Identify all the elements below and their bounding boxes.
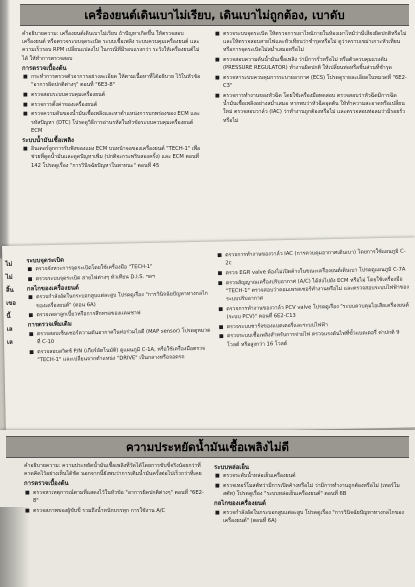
manual-page-bottom bbox=[0, 430, 415, 587]
side-label: ไม่ bbox=[5, 260, 13, 268]
side-label: นี้ bbox=[6, 312, 11, 320]
list-item: ■ ตรวจความดันของน้ำมันเชื้อเพลิงและหาตำแหน่งการบกพร่องของ ECM และรหัสปัญหา (DTC) โปรดดูวิธีการอ่านรหัสในหัวข้อระบบควบคุมเครื่องยนต์ ECM bbox=[31, 110, 205, 135]
right-column bbox=[214, 462, 409, 526]
engine-mechanical-list bbox=[27, 290, 212, 320]
list-item: ■ ตรวจการทำงานของวาล์ว PCV valve โปรดดูเรื่อง "ระบบควบคุมไอเสียเครื่องยนต์ (ระบบ PCV)" ตอนที่ 6E2-C13 bbox=[226, 301, 410, 321]
additional-checks-list bbox=[28, 326, 213, 364]
ignition-list bbox=[26, 262, 210, 284]
check-list bbox=[214, 30, 409, 125]
cooling-system-list bbox=[214, 472, 409, 498]
intro-paragraph: คำอธิบายความ: เครื่องยนต์เดินเบาไม่เรียบ ถ้าปัญหาเกิดขึ้น ให้ตรวจสอบเครื่องยนต์ หรือตรวจระบบจุดระเบิด ระบบเชื้อเพลิง ระบบควบคุมเครื่องยนต์ และความเร็วรอบ RPM เปลี่ยนแปลงไป ในกรณีที่มีรอบแรงกว่า ระวังให้เครื่องยนต์ไม่ได้ ให้ทำการตรวจสอบ bbox=[22, 31, 200, 62]
subheading-cooling-system: ระบบหล่อเย็น bbox=[214, 464, 249, 471]
list-item: ■ ตรวจเทอร์โมสตัทว่ามีการเปิดค้างหรือไม่ ว่ามีการทำงานถูกต้องหรือไม่ (เทอร์โมสตัท) โปรดดูเรื่อง "ระบบหล่อเย็นเครื่องยนต์" ตอนที่ 6B bbox=[223, 482, 409, 498]
list-item: ■ กระทำการตรวจตัวอาการอย่างละเอียด ให้ตามเนื้อหาที่ได้อธิบาย ไว้ในหัวข้อ "อาการผิดปกติต่างๆ" ตอนที่ "6E3-8" bbox=[31, 73, 205, 89]
list-item: ■ ตรวจเพลาลูกเบี้ยวหรือการสึกหรอของแคมชาฟ bbox=[36, 308, 211, 320]
side-label: เล bbox=[6, 338, 13, 346]
list-item: ■ ตรวจสอบเซ็นเซอร์ความดันอากาศในท่อร่วมไอดี (MAP sensor) โปรดดูหมวดที่ C-10 bbox=[37, 326, 212, 346]
side-labels bbox=[5, 258, 21, 349]
fuel-system-list bbox=[22, 145, 205, 170]
list-item: ■ ตรวจสอบสวิตช์ P/N (เกียร์อัตโนมัติ) ดูแผนภูมิ C-1A, หรือใช้เครื่องมือตรวจ "TECH-1" และเปลี่ยนจากตำแหน่ง "DRIVE" เป็นกลางหรือจอดรถ bbox=[37, 344, 212, 364]
list-item: ■ ตรวจการตั้งค่าของเครื่องยนต์ bbox=[31, 101, 205, 109]
side-label: เขอ bbox=[6, 299, 17, 307]
left-column bbox=[24, 462, 208, 516]
engine-mechanical-list bbox=[214, 509, 409, 525]
right-column bbox=[216, 247, 411, 350]
list-item: ■ ตรวจการทำงานของหัวฉีด โดยใช้เครื่องมือทดสอบ ตรวจสอบว่าหัวฉีดมีการฉีดน้ำมันเชื้อเพลิงอย่างสม่ำเสมอ หากพบว่าหัวฉีดอุดตัน ให้ทำความสะอาดหรือเปลี่ยนใหม่ ตรวจสอบวาล์ว (IAC) ว่าทำงานถูกต้องหรือไม่ และตรวจสอบท่อลมว่ามีรอยรั่วหรือไม่ bbox=[223, 92, 409, 125]
side-label: สิ้น bbox=[5, 286, 14, 294]
manual-page-middle bbox=[2, 237, 415, 436]
list-item: ■ ตรวจระบบจุดระเบิด ให้ตรวจการเผาไหม้ภายในห้องเผาไหม้ว่ามีเสียงผิดปกติหรือไม่ และให้ตรวจสอบสายไฟและหัวเทียนว่าชำรุดหรือไม่ ดูว่าคราบเขม่าเกาะหัวเทียน หรือการจุดระเบิดไม่สม่ำเสมอหรือไม่ bbox=[223, 30, 409, 55]
list-item: ■ ตรวจสอบระบบควบคุมเครื่องยนต์ bbox=[31, 91, 205, 99]
list-item: ■ ตรวจสภาพของผู้ขับขี่ รวมถึงน้ำหนักบรรทุก การใช้งาน A/C bbox=[33, 507, 208, 515]
subheading-engine-mechanical: กลไกของเครื่องยนต์ bbox=[26, 284, 79, 293]
section-title: ความประหยัดน้ำมันเชื้อเพลิงไม่ดี bbox=[6, 436, 409, 458]
subheading-ignition: ระบบจุดระเบิด bbox=[26, 256, 65, 265]
scan-shadow bbox=[0, 507, 30, 587]
manual-page-top bbox=[0, 0, 415, 258]
side-label: ไม่ bbox=[5, 273, 13, 281]
list-item: ■ ตรวจระบบเชื้อเพลิงสำหรับการจ่ายไฟ ตรวจแรงดันไฟที่ขั้วแบตเตอรี่ ค่าปกติ 9 โวลต์ หรือสูงกว่า 16 โวลต์ bbox=[227, 329, 411, 349]
subheading-preliminary-check: การตรวจเบื้องต้น bbox=[22, 64, 67, 72]
list-item: ■ ตรวจกำลังอัดในกระบอกสูบแต่ละสูบ โปรดดูเรื่อง "การวินิจฉัยปัญหาทางกลไกของเครื่องยนต์" (ตอน 6A) bbox=[36, 290, 211, 310]
list-item: ■ ตรวจสัญญาณเครื่องปรับอากาศ (A/C) ได้ส่งไปยัง ECM หรือไม่ โดยใช้เครื่องมือ "TECH-1" ตรวจสอบว่าคอมเพรสเซอร์ทำงานหรือไม่ และตรวจสอบระบบไฟฟ้าของระบบปรับอากาศ bbox=[226, 275, 410, 303]
list-item: ■ ตรวจหาเหตุการณ์ตามที่แสดงไว้ในหัวข้อ "อาการผิดปกติต่างๆ" ตอนที่ "6E2-8" bbox=[33, 489, 208, 505]
preliminary-check-list bbox=[22, 73, 205, 135]
subheading-engine-mechanical: กลไกของเครื่องยนต์ bbox=[214, 500, 266, 508]
list-item: ■ ตรวจหาระบบควบคุมการระบายอากาศ (ECS) โปรดดูรายละเอียดในหมวดที่ "6E2-C3" bbox=[223, 74, 409, 90]
list-item: ■ ตรวจการทำงานของวาล์ว IAC (การควบคุมอากาศเดินเบา) โดยการใช้แผนภูมิ C-2c bbox=[225, 247, 409, 267]
section-title: เครื่องยนต์เดินเบาไม่เรียบ, เดินเบาไม่ถูกต้อง, เบาดับ bbox=[20, 4, 409, 26]
list-item: ■ อินเตอร์ลูกการรับฟังของแผง ECM บนหน้าจอของเครื่องยนต์ "TECH-1" เพื่อช่วยที่ดูดน้ำมันและดูดปัญหาเพิ่ม (ปกติจะกระพริบสองครั้ง) และ ECM ตอนที่ 142 โปรดดูเรื่อง "การวินิจฉัยปัญหาในพาหนะ" ตอนที่ 45 bbox=[31, 145, 205, 170]
subheading-preliminary-check: การตรวจเบื้องต้น bbox=[24, 480, 69, 488]
right-column bbox=[214, 30, 409, 126]
subheading-fuel-system: ระบบน้ำมันเชื้อเพลิง bbox=[22, 136, 74, 144]
side-label: เล bbox=[6, 325, 13, 333]
list-item: ■ ตรวจกำลังอัดในกระบอกสูบแต่ละสูบ โปรดดูเรื่อง "การวินิจฉัยปัญหาทางกลไกของเครื่องยนต์" (ตอนที่ 6A) bbox=[223, 509, 409, 525]
left-column bbox=[22, 30, 205, 171]
list-item: ■ ตรวจจังหวะการจุดระเบิดโดยใช้เครื่องมือ "TECH-1" bbox=[35, 262, 210, 274]
preliminary-check-list bbox=[24, 489, 208, 515]
list-item: ■ ตรวจระดับน้ำหล่อเย็นเครื่องยนต์ bbox=[223, 472, 409, 480]
list-item: ■ ตรวจระบบจุดระเบิด สายไฟต่างๆ หัวเทียน D.I.S. ฯลฯ bbox=[36, 272, 211, 284]
intro-paragraph: คำอธิบายความ: ความประหยัดน้ำมันเชื้อเพลิงที่วัดได้โดยการขับขี่จริงน้อยกว่าที่คาดคิดไว้อย่างเห็นได้ชัด นอกจากนี้ยังพบว่าการเติมน้ำมันครั้งต่อไปเร็วกว่าที่เคย bbox=[24, 463, 202, 478]
list-item: ■ ตรวจสอบความดันน้ำมันเชื้อเพลิง ว่ามีการรั่วหรือไม่ หรือตัวควบคุมแรงดัน (PRESSURE REGULATOR) ทำงานผิดปกติ ให้เปลี่ยนท่อหรือชิ้นส่วนที่ชำรุด bbox=[223, 56, 409, 72]
list-item: ■ ตรวจ EGR valve ต้องไม่เปิดค้างในขณะเครื่องยนต์เดินเบา โปรดดูแผนภูมิ C-7A bbox=[226, 265, 410, 277]
check-list bbox=[216, 247, 411, 349]
scan-shadow bbox=[0, 0, 10, 258]
list-item: ■ ตรวจระบบชาร์จของแบตเตอรี่และระบบไฟฟ้า bbox=[227, 319, 411, 331]
subheading-additional-checks: การตรวจเพิ่มเติม bbox=[27, 320, 72, 329]
left-column bbox=[26, 252, 212, 366]
